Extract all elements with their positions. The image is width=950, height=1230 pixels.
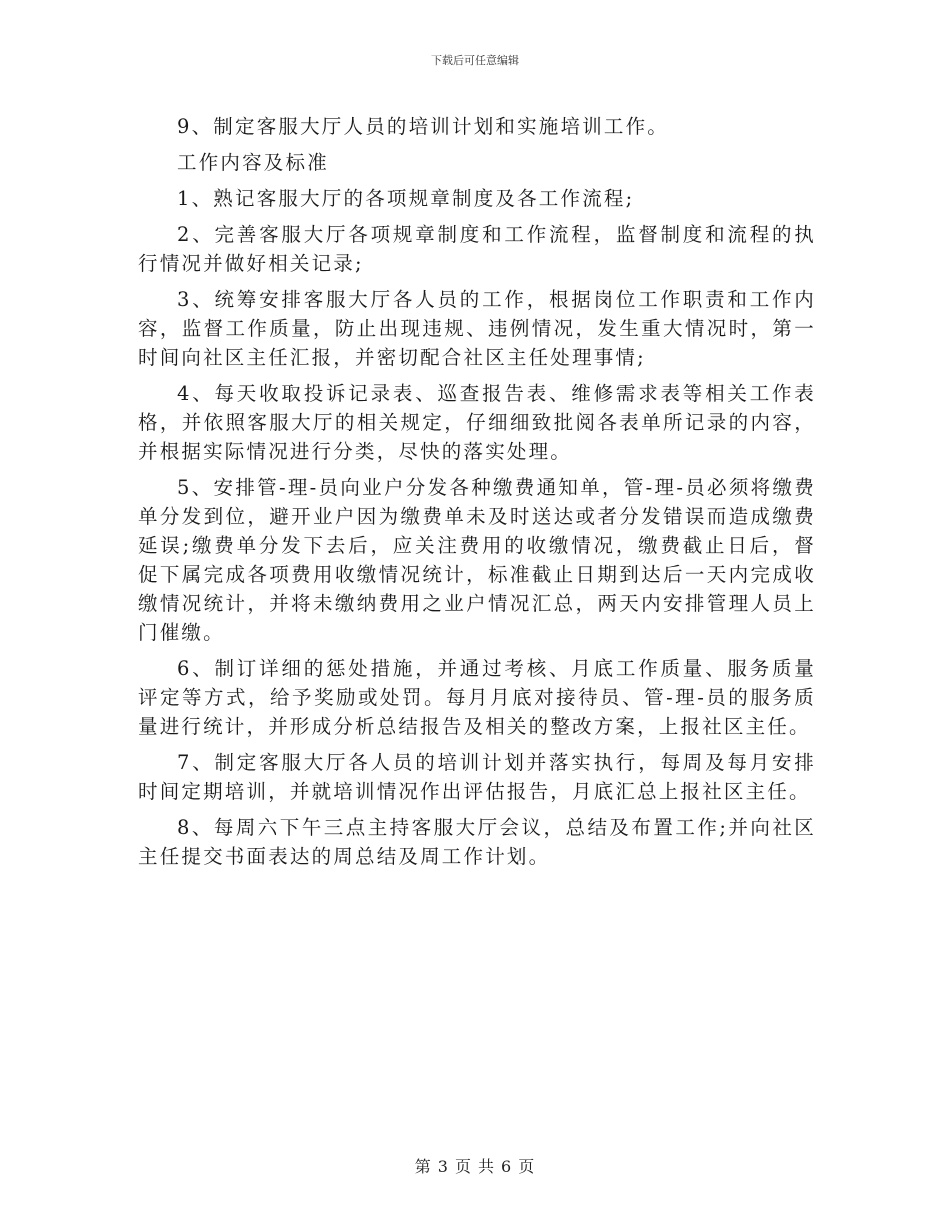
- footer-total-pages: 6: [501, 1157, 513, 1176]
- footer-middle: 页 共: [454, 1157, 496, 1176]
- paragraph-item-4: 4、每天收取投诉记录表、巡查报告表、维修需求表等相关工作表格，并依照客服大厅的相关规定，仔细细致批阅各表单所记录的内容，并根据实际情况进行分类，尽快的落实处理。: [138, 382, 816, 463]
- paragraph-item-1: 1、熟记客服大厅的各项规章制度及各工作流程;: [177, 187, 635, 210]
- document-body: [138, 112, 816, 871]
- footer-page-number: 3: [437, 1157, 449, 1176]
- page-footer: [0, 1157, 950, 1177]
- paragraph-item-6: 6、制订详细的惩处措施，并通过考核、月底工作质量、服务质量评定等方式，给予奖励或处罚。每月月底对接待员、管-理-员的服务质量进行统计，并形成分析总结报告及相关的整改方案，上报社区主任。: [138, 657, 816, 738]
- paragraph-item-9: 9、制定客服大厅人员的培训计划和实施培训工作。: [177, 115, 670, 138]
- paragraph-item-5: 5、安排管-理-员向业户分发各种缴费通知单，管-理-员必须将缴费单分发到位，避开业户因为缴费单未及时送达或者分发错误而造成缴费延误;缴费单分发下去后，应关注费用的收缴情况，缴费截止日后，督促下属完成各项费用收缴情况统计，标准截止日期到达后一天内完成收缴情况统计，并将未缴纳费用之业户情况汇总，两天内安排管理人员上门催缴。: [138, 476, 816, 644]
- paragraph-item-7: 7、制定客服大厅各人员的培训计划并落实执行，每周及每月安排时间定期培训，并就培训情况作出评估报告，月底汇总上报社区主任。: [138, 751, 816, 803]
- footer-suffix: 页: [518, 1157, 536, 1176]
- section-heading: 工作内容及标准: [177, 151, 329, 174]
- paragraph-item-8: 8、每周六下午三点主持客服大厅会议，总结及布置工作;并向社区主任提交书面表达的周总结及周工作计划。: [138, 816, 816, 868]
- paragraph-item-2: 2、完善客服大厅各项规章制度和工作流程，监督制度和流程的执行情况并做好相关记录;: [138, 223, 816, 275]
- page-header: 下载后可任意编辑: [431, 54, 519, 67]
- footer-prefix: 第: [414, 1157, 432, 1176]
- paragraph-item-3: 3、统筹安排客服大厅各人员的工作，根据岗位工作职责和工作内容，监督工作质量，防止出现违规、违例情况，发生重大情况时，第一时间向社区主任汇报，并密切配合社区主任处理事情;: [138, 288, 816, 369]
